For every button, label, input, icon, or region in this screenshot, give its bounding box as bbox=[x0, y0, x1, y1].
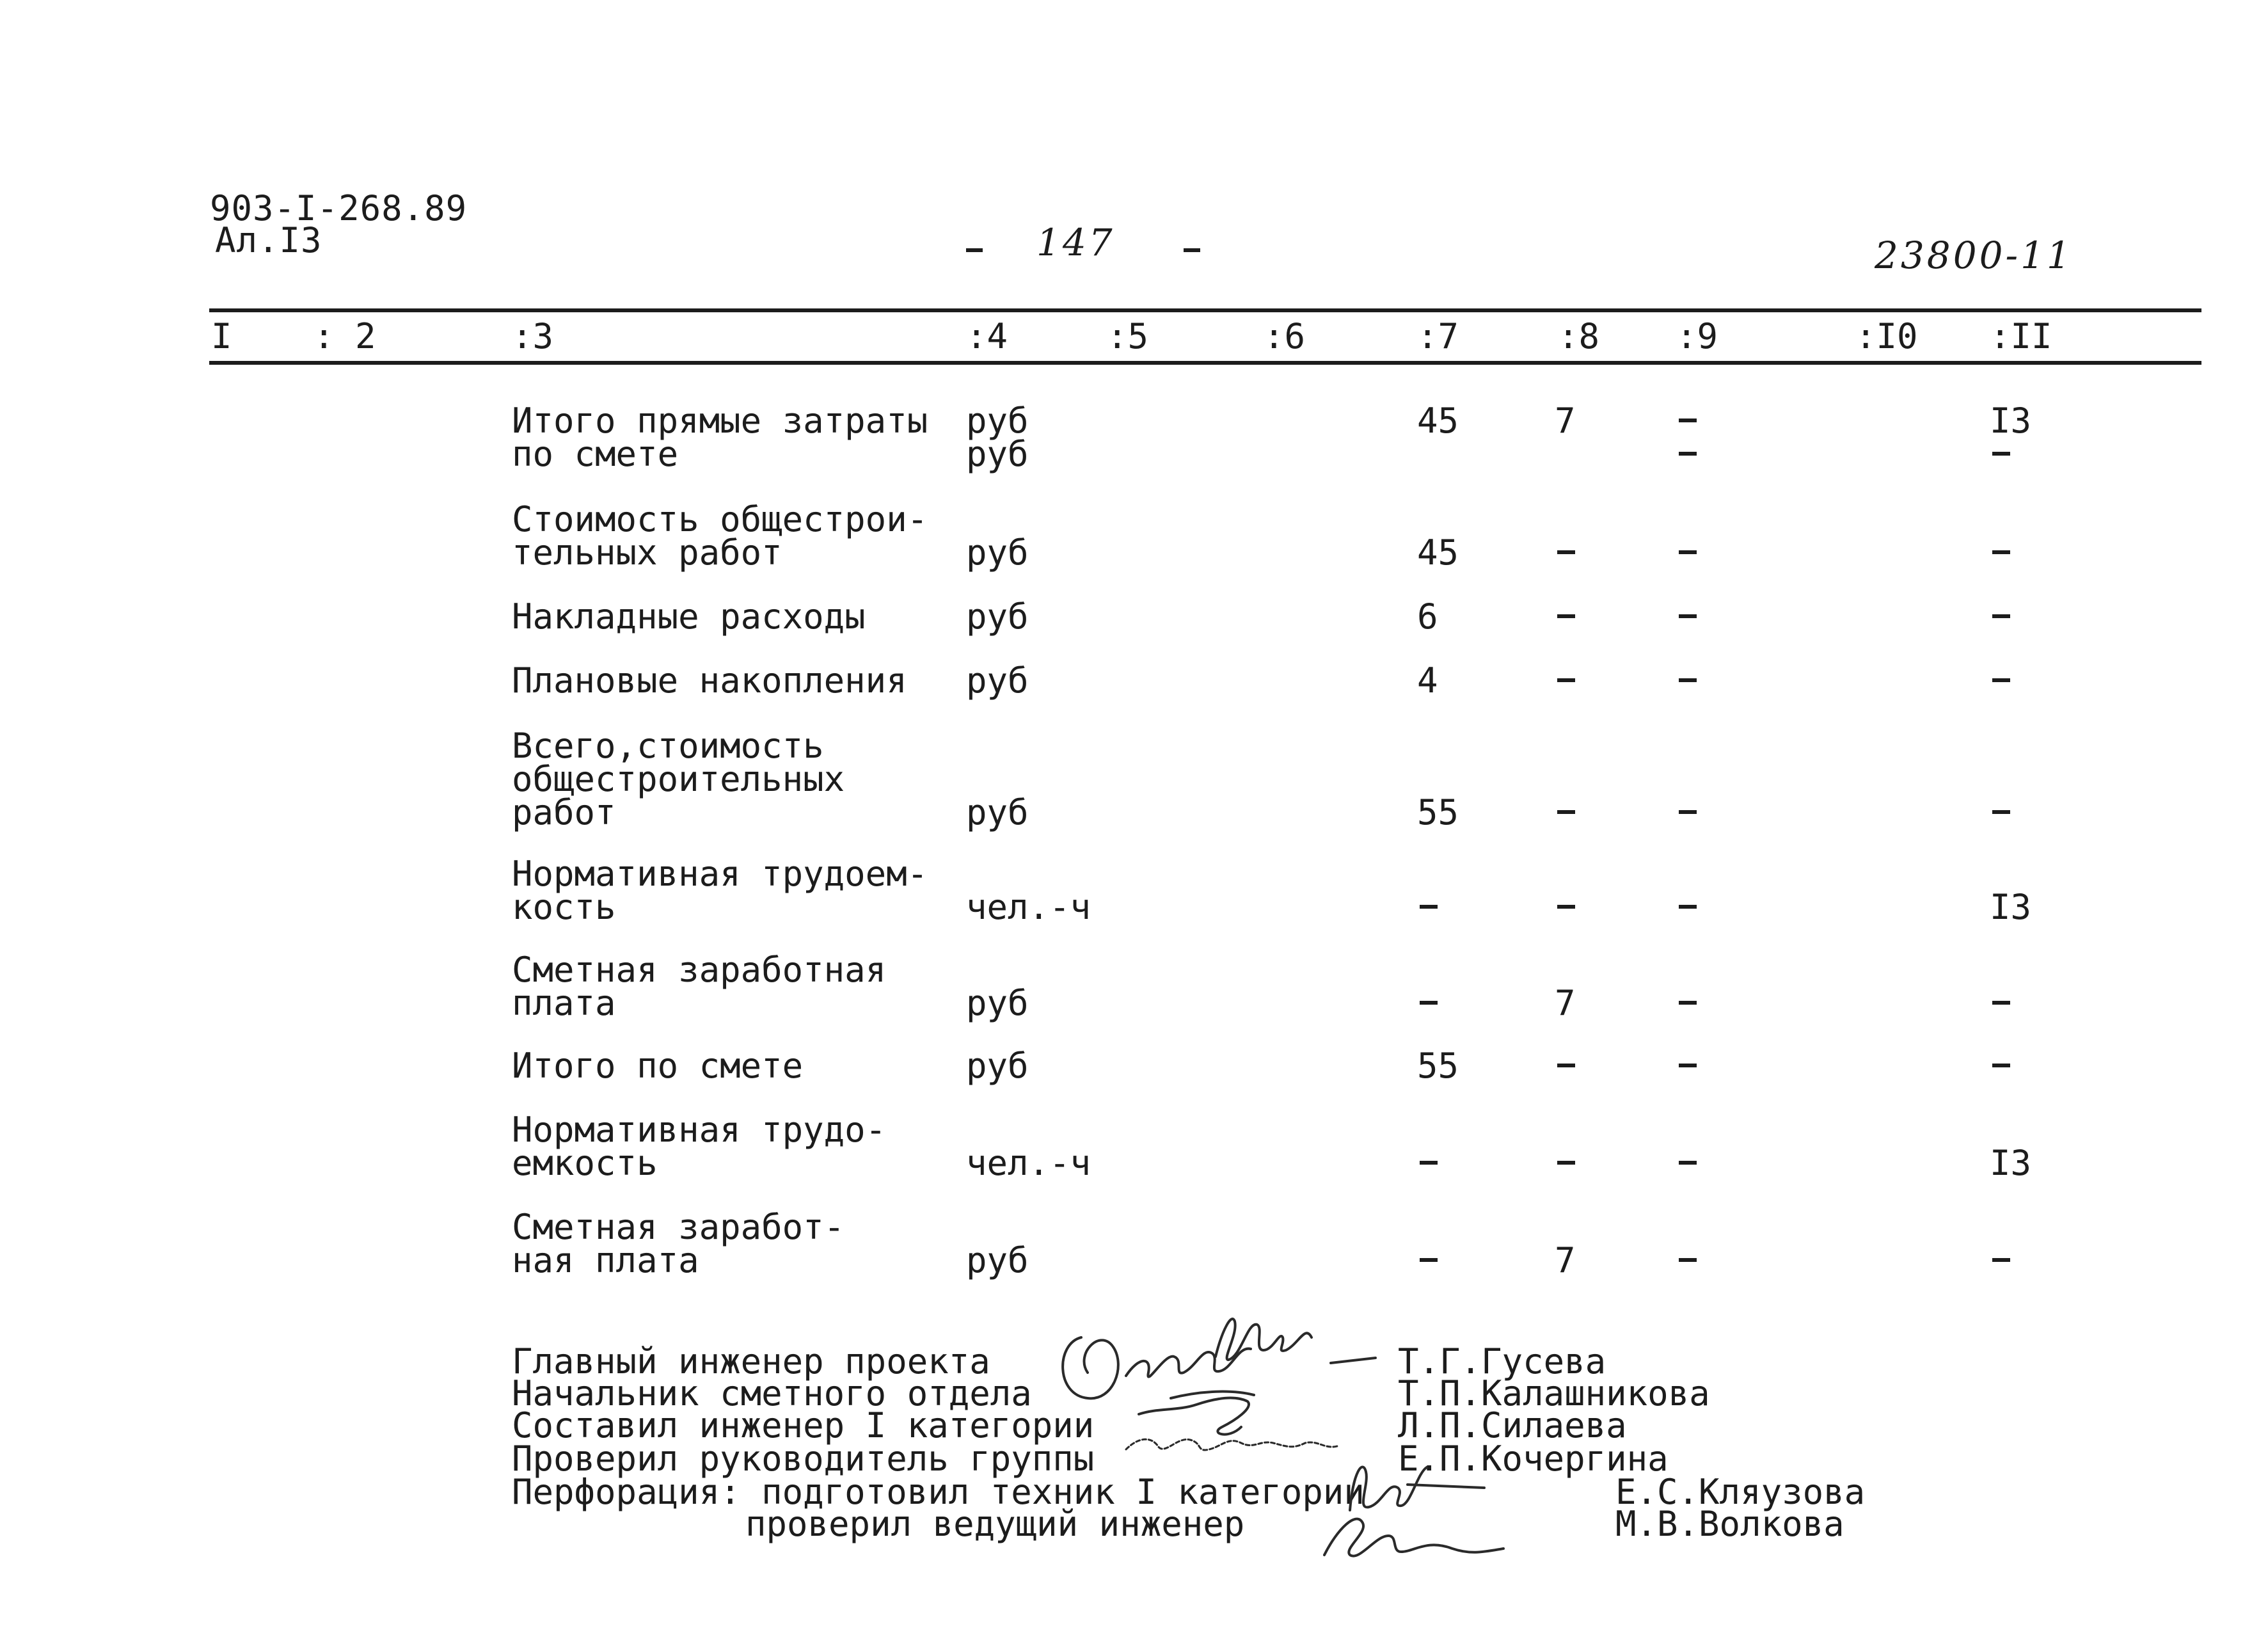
cell-c7: 45 bbox=[1417, 532, 1459, 573]
column-header-8: :8 bbox=[1558, 316, 1600, 356]
signature-klyauzova bbox=[1350, 1467, 1484, 1511]
column-header-10: :I0 bbox=[1855, 316, 1918, 356]
column-header-11: :II bbox=[1990, 316, 2052, 356]
signature-name: Е.С.Кляузова bbox=[1615, 1472, 1866, 1512]
cell-unit: руб bbox=[966, 434, 1029, 474]
signature-silaeva bbox=[1139, 1398, 1249, 1435]
signature-role: проверил ведущий инженер bbox=[745, 1504, 1245, 1544]
cell-c7: 6 bbox=[1417, 596, 1438, 637]
signature-gusева bbox=[1216, 1319, 1312, 1360]
cell-unit: чел.-ч bbox=[966, 887, 1091, 927]
signature-name: Л.П.Силаева bbox=[1398, 1405, 1627, 1446]
cell-c7: 45 bbox=[1417, 401, 1459, 441]
cell-c11: I3 bbox=[1990, 1143, 2032, 1183]
cell-c7: 55 bbox=[1417, 792, 1459, 833]
column-header-3: :3 bbox=[512, 316, 554, 356]
signature-name: М.В.Волкова bbox=[1615, 1504, 1844, 1544]
cell-c7: 55 bbox=[1417, 1046, 1459, 1086]
cell-unit: чел.-ч bbox=[966, 1143, 1091, 1183]
cell-unit: руб bbox=[966, 660, 1029, 701]
row-label: кость bbox=[512, 887, 616, 927]
row-label: Итого прямые затраты bbox=[512, 401, 928, 441]
cell-c11: I3 bbox=[1990, 401, 2032, 441]
cell-unit: руб bbox=[966, 1240, 1029, 1280]
cell-unit: руб bbox=[966, 596, 1029, 637]
stamp-number: 23800-11 bbox=[1875, 234, 2073, 277]
row-label: ная плата bbox=[512, 1240, 699, 1280]
sheet-label: Ал.I3 bbox=[215, 220, 322, 260]
signature-kochergina bbox=[1126, 1439, 1337, 1450]
row-label: Сметная заработ- bbox=[512, 1207, 845, 1247]
cell-unit: руб bbox=[966, 983, 1029, 1023]
signature-role: Начальник сметного отдела bbox=[512, 1373, 1032, 1414]
row-label: Нормативная трудоем- bbox=[512, 854, 928, 894]
cell-c11: I3 bbox=[1990, 887, 2032, 927]
row-label: тельных работ bbox=[512, 532, 782, 573]
column-header-2: : 2 bbox=[313, 316, 376, 356]
signature-volkova bbox=[1324, 1519, 1503, 1556]
signature-name: Е.П.Кочергина bbox=[1398, 1439, 1669, 1479]
row-label: Итого по смете bbox=[512, 1046, 804, 1086]
row-label: работ bbox=[512, 792, 616, 833]
column-header-7: :7 bbox=[1417, 316, 1459, 356]
column-header-6: :6 bbox=[1264, 316, 1306, 356]
cell-unit: руб bbox=[966, 401, 1029, 441]
signature-kalashnikova bbox=[1063, 1337, 1251, 1398]
row-label: Всего,стоимость bbox=[512, 726, 824, 766]
signature-name: Т.П.Калашникова bbox=[1398, 1373, 1710, 1414]
signature-role: Главный инженер проекта bbox=[512, 1341, 990, 1382]
row-label: плата bbox=[512, 983, 616, 1023]
row-label: емкость bbox=[512, 1143, 658, 1183]
cell-c8: 7 bbox=[1555, 1240, 1576, 1280]
row-label: Нормативная трудо- bbox=[512, 1110, 887, 1150]
column-header-1: I bbox=[211, 316, 232, 356]
column-header-9: :9 bbox=[1676, 316, 1718, 356]
cell-unit: руб bbox=[966, 792, 1029, 833]
page-number: 147 bbox=[1036, 221, 1115, 264]
row-label: по смете bbox=[512, 434, 679, 474]
cell-c8: 7 bbox=[1555, 983, 1576, 1023]
column-header-4: :4 bbox=[966, 316, 1008, 356]
row-label: Плановые накопления bbox=[512, 660, 907, 701]
cell-unit: руб bbox=[966, 1046, 1029, 1086]
signature-role: Проверил руководитель группы bbox=[512, 1439, 1095, 1479]
cell-c7: 4 bbox=[1417, 660, 1438, 701]
cell-unit: руб bbox=[966, 532, 1029, 573]
document-number: 903-I-268.89 bbox=[210, 188, 468, 228]
row-label: Накладные расходы bbox=[512, 596, 866, 637]
cell-c8: 7 bbox=[1555, 401, 1576, 441]
signature-role: Перфорация: подготовил техник I категории bbox=[512, 1472, 1365, 1512]
row-label: Стоимость общестрои- bbox=[512, 499, 928, 539]
column-header-5: :5 bbox=[1107, 316, 1149, 356]
row-label: Сметная заработная bbox=[512, 950, 887, 990]
row-label: общестроительных bbox=[512, 759, 845, 799]
signature-role: Составил инженер I категории bbox=[512, 1405, 1095, 1446]
signature-name: Т.Г.Гусева bbox=[1398, 1341, 1606, 1382]
